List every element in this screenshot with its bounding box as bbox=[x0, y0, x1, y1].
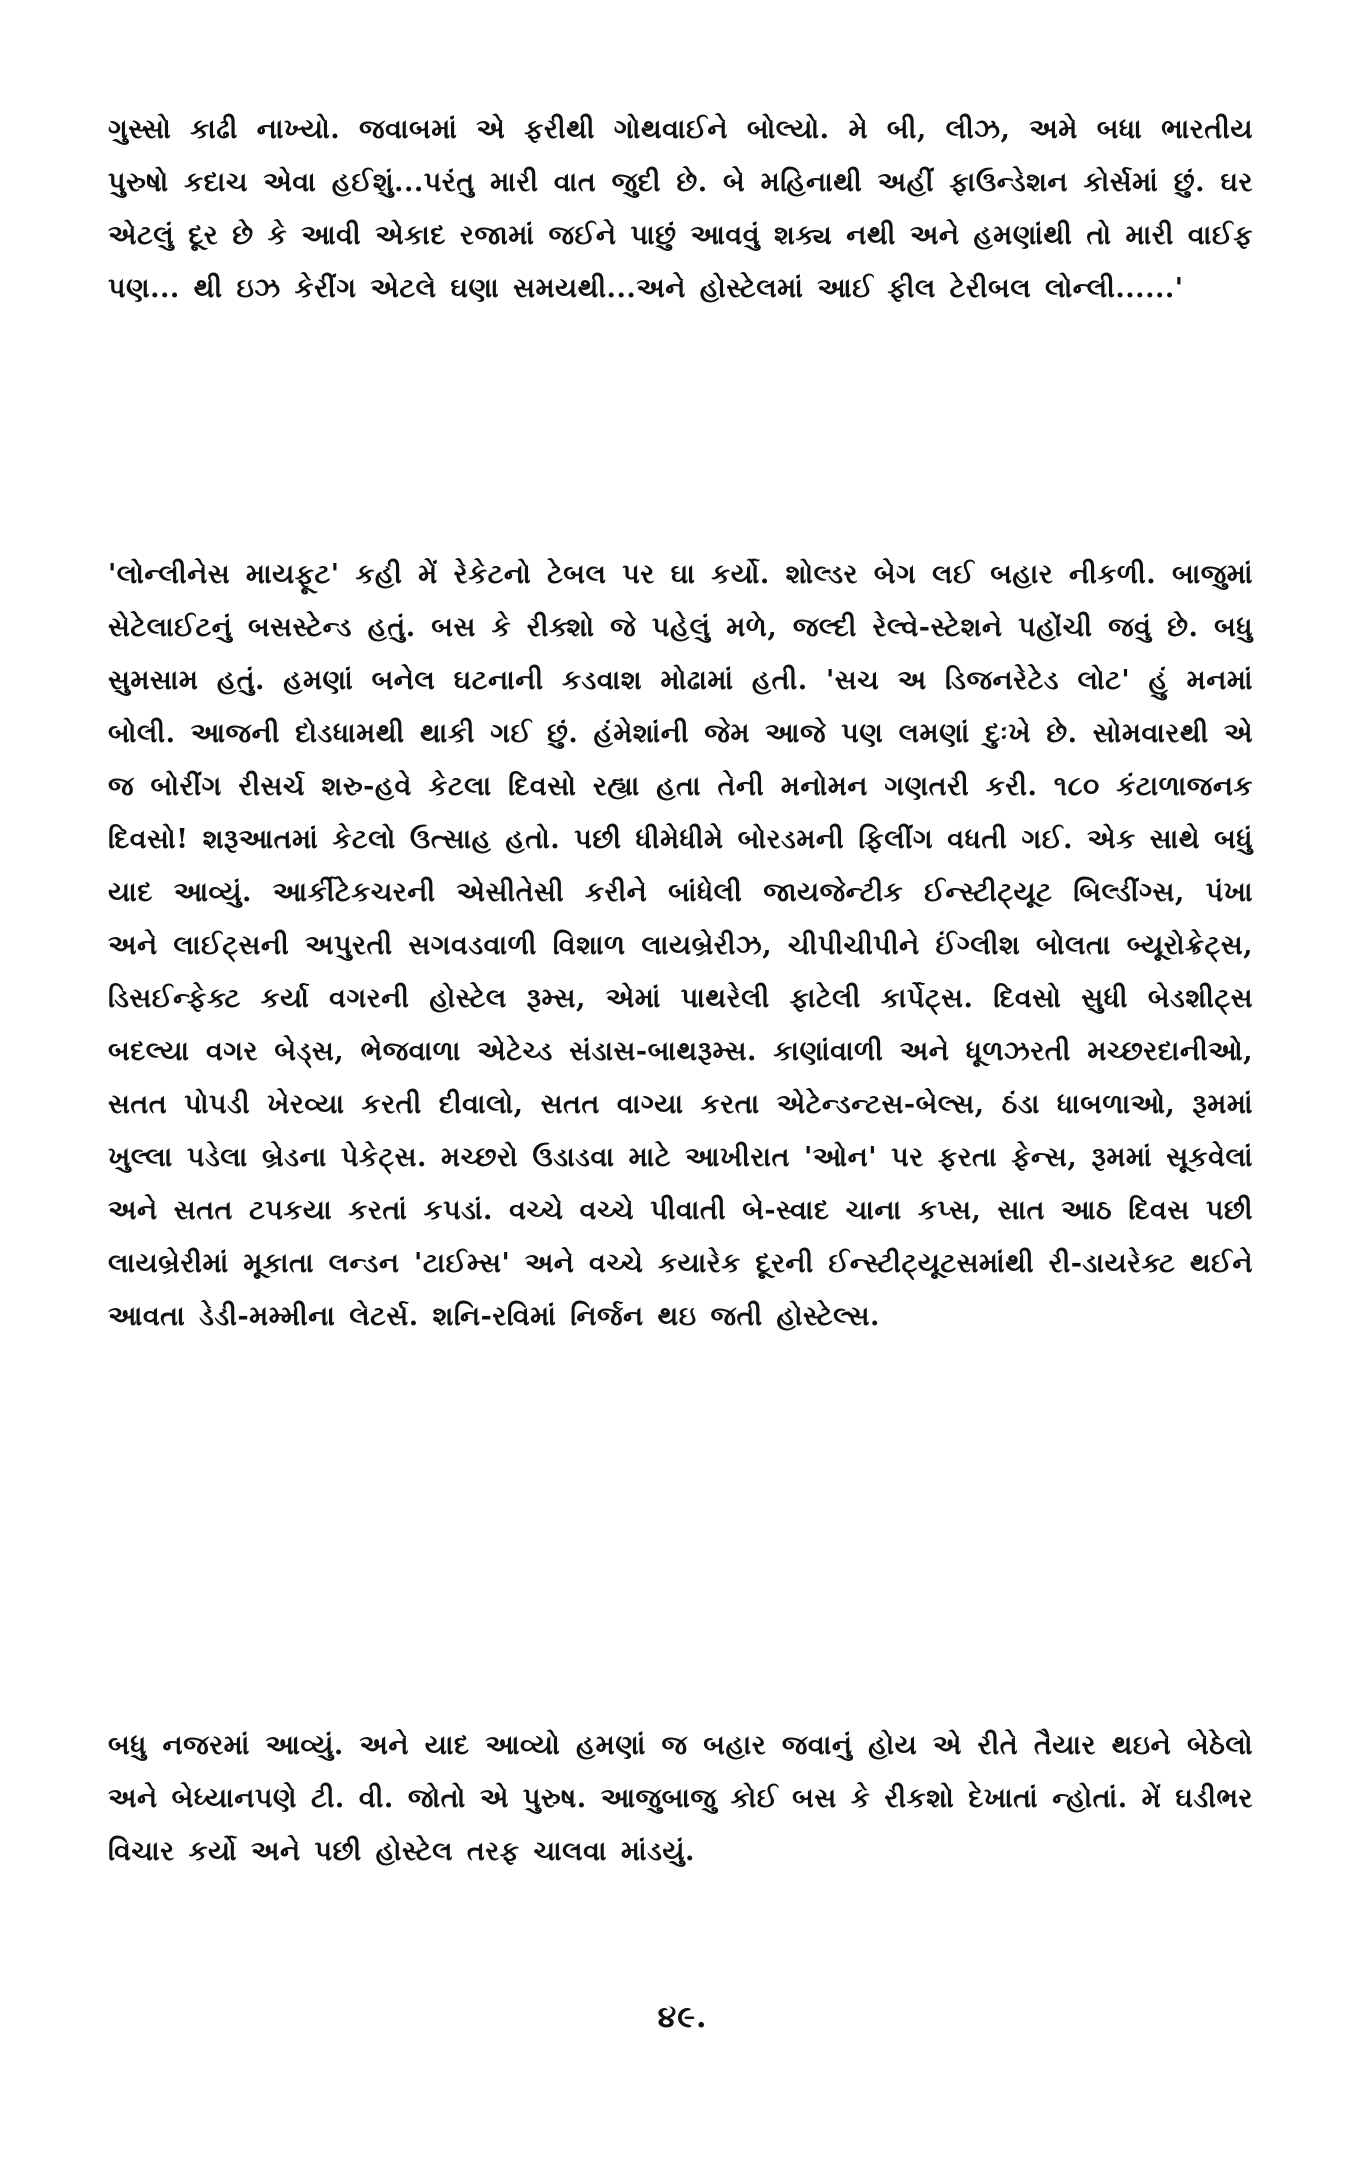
paragraph: 'લોન્લીનેસ માયફૂટ' કહી મેં રેકેટનો ટેબલ પર ઘા કર્યો. શોલ્ડર બેગ લઈ બહાર નીકળી. બાજુમાં સેટેલાઈટનું બસસ્ટેન્ડ હતું. બસ કે રીક્શો જે પહેલું મળે, જલ્દી રેલ્વે-સ્ટેશને પહોંચી જવું છે. બધુ સુમસામ હતું. હમણાં બનેલ ઘટનાની કડવાશ મોઢામાં હતી. 'સચ અ ડિજનરેટેડ લોટ' હું મનમાં બોલી. આજની દોડધામથી થાકી ગઈ છું. હંમેશાંની જેમ આજે પણ લમણાં દુઃખે છે. સોમવારથી એ જ બોરીંગ રીસર્ચ શરુ-હવે કેટલા દિવસો રહ્યા હતા તેની મનોમન ગણતરી કરી. ૧૮૦ કંટાળાજનક દિવસો! શરૂઆતમાં કેટલો ઉત્સાહ હતો. પછી ધીમેધીમે બોરડમની ફિલીંગ વધતી ગઈ. એક સાથે બધું યાદ આવ્યું. આર્કીટેકચરની એસીતેસી કરીને બાંધેલી જાયજેન્ટીક ઈન્સ્ટીટ્યૂટ બિલ્ડીંગ્સ, પંખા અને લાઈટ્સની અપુરતી સગવડવાળી વિશાળ લાયબ્રેરીઝ, ચીપીચીપીને ઈંગ્લીશ બોલતા બ્યૂરોક્રેટ્સ, ડિસઈન્ફેક્ટ કર્યા વગરની હોસ્ટેલ રૂમ્સ, એમાં પાથરેલી ફાટેલી કાર્પેટ્સ. દિવસો સુધી બેડશીટ્સ બદલ્યા વગર બેડ્સ, ભેજવાળા એટેચ્ડ સંડાસ-બાથરૂમ્સ. કાણાંવાળી અને ધૂળઝરતી મચ્છરદાનીઓ, સતત પોપડી ખેરવ્યા કરતી દીવાલો, સતત વાગ્યા કરતા એટેન્ડન્ટસ-બેલ્સ, ઠંડા ધાબળાઓ, રૂમમાં ખુલ્લા પડેલા બ્રેડના પેકેટ્સ. મચ્છરો ઉડાડવા માટે આખીરાત 'ઓન' પર ફરતા ફેન્સ, રૂમમાં સૂકવેલાં અને સતત ટપકયા કરતાં કપડાં. વચ્ચે વચ્ચે પીવાતી બે-સ્વાદ ચાના કપ્સ, સાત આઠ દિવસ પછી લાયબ્રેરીમાં મૂકાતા લન્ડન 'ટાઈમ્સ' અને વચ્ચે કયારેક દૂરની ઈન્સ્ટીટ્યૂટસમાંથી રી-ડાયરેક્ટ થઈને આવતા ડેડી-મમ્મીના લેટર્સ. શનિ-રવિમાં નિર્જન થઇ જતી હોસ્ટેલ્સ. bbox=[108, 559, 1253, 1332]
page-number: ૪૯. bbox=[657, 2000, 708, 2035]
paragraph: બધુ નજરમાં આવ્યું. અને યાદ આવ્યો હમણાં જ બહાર જવાનું હોય એ રીતે તૈયાર થઇને બેઠેલો અને બેધ્યાનપણે ટી. વી. જોતો એ પુરુષ. આજુબાજુ કોઈ બસ કે રીકશો દેખાતાં ન્હોતાં. મેં ઘડીભર વિચાર કર્યો અને પછી હોસ્ટેલ તરફ ચાલવા માંડયું. bbox=[108, 1730, 1253, 1867]
paragraph: ગુસ્સો કાઢી નાખ્યો. જવાબમાં એ ફરીથી ગોથવાઈને બોલ્યો. મે બી, લીઝ, અમે બધા ભારતીય પુરુષો કદાચ એવા હઈશું...પરંતુ મારી વાત જુદી છે. બે મહિનાથી અહીં ફાઉન્ડેશન કોર્સમાં છું. ઘર એટલું દૂર છે કે આવી એકાદ રજામાં જઈને પાછું આવવું શક્ય નથી અને હમણાંથી તો મારી વાઈફ પણ... થી ઇઝ કેરીંગ એટલે ઘણા સમયથી...અને હોસ્ટેલમાં આઈ ફીલ ટેરીબલ લોન્લી......' bbox=[108, 114, 1253, 304]
